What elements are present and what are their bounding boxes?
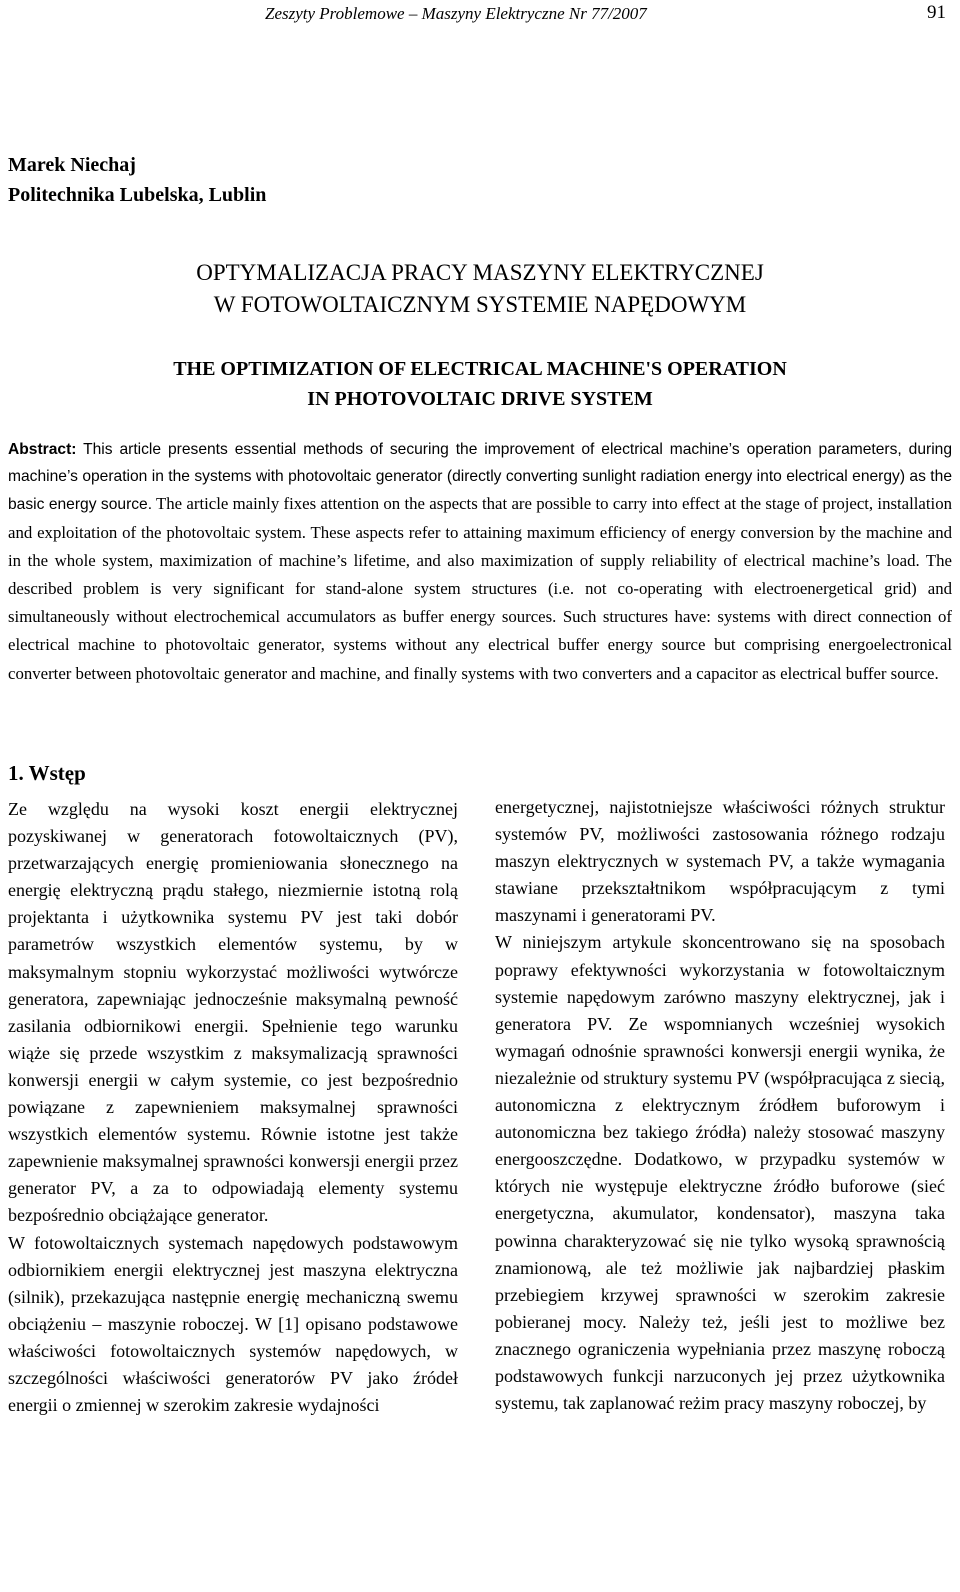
abstract-text-1: This article presents essential methods of securing the improvement of electrical machine’s operation parameters, during machine’s operation in the systems with photovoltaic generator (directly converting sunlight radiation energy into electrical energy) as the basic energy source. [8, 441, 952, 514]
left-paragraph-2: W fotowoltaicznych systemach napędowych podstawowym odbiornikiem energii elektrycznej jest maszyna elektryczna (silnik), przekazująca następnie energię mechaniczną swemu obciążeniu – maszynie roboczej. W [1] opisano podstawowe właściwości fotowoltaicznych systemów napędowych, w szczególności właściwości generatorów PV jako źródeł energii o zmiennej w szerokim zakresie wydajności [8, 1232, 458, 1416]
page-header [10, 0, 950, 30]
left-paragraph-1: Ze względu na wysoki koszt energii elektrycznej pozyskiwanej w generatorach fotowoltaicznych (PV), przetwarzających energię promieniowania słonecznego na energię elektryczną prądu stałego, niezmiernie istotną rolą projektanta i użytkownika systemu PV jest taki dobór parametrów wszystkich elementów systemu, by w maksymalnym stopniu wykorzystać możliwości wytwórcze generatora, zapewniając jednocześnie maksymalną pewność zasilania odbiornikowi energii. Spełnienie tego warunku wiąże się przede wszystkim z maksymalizacją sprawności konwersji energii w całym systemie, co jest bezpośrednio powiązane z zapewnieniem maksymalnej sprawności wszystkich elementów systemu. Równie istotne jest także zapewnienie maksymalnej sprawności konwersji energii przez generator PV, a za to odpowiadają elementy systemu bezpośrednio obciążające generator. [8, 799, 458, 1226]
right-column [495, 794, 945, 1417]
title-english-line2: IN PHOTOVOLTAIC DRIVE SYSTEM [307, 388, 653, 410]
title-polish-line1: OPTYMALIZACJA PRACY MASZYNY ELEKTRYCZNEJ [196, 260, 764, 285]
abstract [8, 436, 952, 688]
title-polish [0, 257, 960, 321]
title-english-line1: THE OPTIMIZATION OF ELECTRICAL MACHINE'S OPERATION [173, 358, 787, 380]
author-affiliation: Politechnika Lubelska, Lublin [8, 184, 267, 206]
abstract-text-2: The article mainly fixes attention on the aspects that are possible to carry into effect at the stage of project, installation and exploitation of the photovoltaic system. These aspects refer to attaining maximum efficiency of energy conversion by the machine and in the whole system, maximization of machine’s lifetime, and also maximization of supply reliability of electrical machine’s load. The described problem is very significant for stand-alone system structures (i.e. not co-operating with electroenergetical grid) and simultaneously without electrochemical accumulators as buffer energy sources. Such structures have: systems with direct connection of electrical machine to photovoltaic generator, systems without any electrical buffer energy source but comprising energoelectronical converter between photovoltaic generator and machine, and finally systems with two converters and a capacitor as electrical buffer source. [8, 494, 952, 683]
page-number: 91 [927, 2, 946, 23]
abstract-label: Abstract: [8, 441, 77, 458]
title-english [0, 354, 960, 414]
right-paragraph-2: W niniejszym artykule skoncentrowano się na sposobach poprawy efektywności wykorzystania w fotowoltaicznym systemie napędowym zarówno maszyny elektrycznej, jak i generatora PV. Ze wspomnianych wcześniej wysokich wymagań odnośnie sprawności konwersji energii wynika, że niezależnie od struktury systemu PV (współpracująca z siecią, autonomiczna z elektrycznym źródłem buforowym i autonomiczna bez takiego źródła) należy stosować maszyny energooszczędne. Dodatkowo, w przypadku systemów w których nie występuje elektryczne źródło buforowe (sieć energetyczna, akumulator, kondensator), maszyna taka powinna charakteryzować się nie tylko wysoką sprawnością znamionową, ale też możliwie jak najbardziej płaskim przebiegiem krzywej sprawności w szerokim zakresie pobieranej mocy. Należy też, jeśli jest to możliwe bez znacznego ograniczenia wypełniania przez maszynę roboczą podstawowych funkcji narzuconych jej przez użytkownika systemu, tak zaplanować reżim pracy maszyny roboczej, by [495, 932, 945, 1414]
right-paragraph-1: energetycznej, najistotniejsze właściwości różnych struktur systemów PV, możliwości zastosowania różnego rodzaju maszyn elektrycznych w systemach PV, a także wymagania stawiane przekształtnikom współpracującym z tymi maszynami i generatorami PV. [495, 797, 945, 926]
left-column [8, 796, 458, 1419]
author-name: Marek Niechaj [8, 154, 136, 176]
title-polish-line2: W FOTOWOLTAICZNYM SYSTEMIE NAPĘDOWYM [213, 292, 747, 317]
section-heading: 1. Wstęp [8, 761, 86, 785]
journal-title: Zeszyty Problemowe – Maszyny Elektryczne Nr 77/2007 [265, 4, 647, 23]
author-block [8, 150, 266, 210]
